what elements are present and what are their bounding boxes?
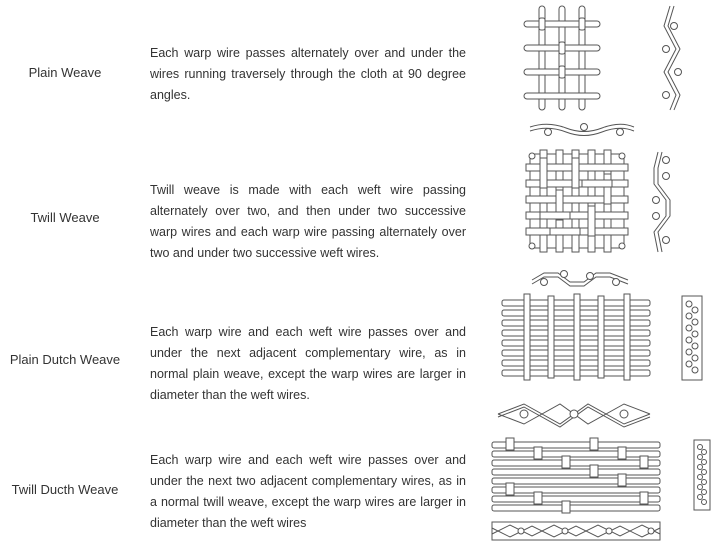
weave-name: Twill Ducth Weave xyxy=(11,482,119,497)
weave-row-twill xyxy=(0,140,719,290)
plain-weave-side-profile xyxy=(660,4,684,112)
weave-name: Plain Weave xyxy=(28,65,102,80)
weave-name: Plain Dutch Weave xyxy=(9,352,121,367)
plain-weave-diagram xyxy=(522,4,602,112)
weave-row-plain-dutch xyxy=(0,290,719,430)
weave-name: Twill Weave xyxy=(30,210,100,225)
weave-row-twill-dutch xyxy=(0,430,719,546)
twill-weave-side-profile xyxy=(650,150,674,254)
weave-description: Each warp wire passes alternately over and under the wires running traversely through the cloth at 90 degree angles. xyxy=(150,46,466,102)
plain-weave-front-profile xyxy=(528,119,636,139)
plain-dutch-weave-side-profile xyxy=(680,296,704,380)
plain-dutch-weave-diagram xyxy=(500,294,652,380)
weave-description: Each warp wire and each weft wire passes over and under the next two adjacent complementary wires, as in a normal twill weave, except the warp wires are larger in diameter than the weft wires xyxy=(150,453,466,530)
twill-weave-front-profile xyxy=(530,268,630,288)
twill-dutch-weave-front-profile xyxy=(490,520,662,542)
weave-description: Each warp wire and each weft wire passes over and under the next adjacent complementary wire, as in normal plain weave, except the warp wires are larger in diameter than the weft wires. xyxy=(150,325,466,402)
weave-row-plain xyxy=(0,0,719,140)
weave-description: Twill weave is made with each weft wire passing alternately over two, and then under two successive warp wires and each warp wire passing alternately over two and under two successive weft wires. xyxy=(150,183,466,260)
plain-dutch-weave-front-profile xyxy=(496,400,652,428)
twill-dutch-weave-diagram xyxy=(490,438,662,514)
twill-weave-diagram xyxy=(526,150,628,252)
twill-dutch-weave-side-profile xyxy=(692,440,712,510)
